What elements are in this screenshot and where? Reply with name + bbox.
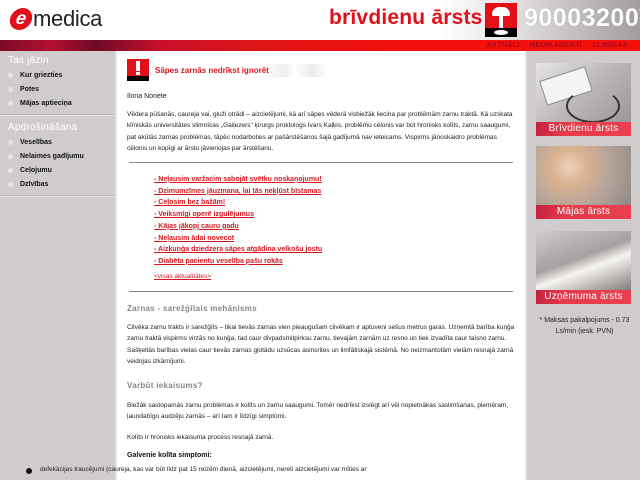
- promo-brivdienu-arsts[interactable]: [536, 63, 631, 136]
- sidebar-item-nelaimes-gadijumu[interactable]: [0, 149, 115, 163]
- nav-medikamenti[interactable]: MEDIKAMENTI: [529, 42, 583, 49]
- bullet-icon: [8, 87, 13, 92]
- section-heading: Varbūt iekaisums?: [127, 381, 203, 390]
- related-link[interactable]: - Neļausim ādai novecot: [154, 234, 235, 242]
- sidebar-item-celojumu[interactable]: [0, 163, 115, 177]
- bullet-icon: [8, 182, 13, 187]
- keyboard-stethoscope-image: [536, 63, 631, 123]
- sidebar-item-label: Kur griezties: [20, 71, 63, 79]
- section-paragraph: Cilvēka zarnu trakts ir sarežģīts – tikai tievās zarnas vien pieaugušam cilvēkam ir aptuveni sešus metrus garas. Uzņemtā barība kuņģa zarnu traktā vispirms virzās no kuņģa, tad caur divpadsmitpirksu zarnu, tievajām zarnām uz resno un tiek izvadīta caur taisno zarnu. Sašķeltās barības vielas caur tievās zarnas gļotādu uzsūcas asinsrites un limfātiskajā sistēmā. No neizmantotām vielām resnajā zarnā veidojas izkārnījumi.: [127, 324, 515, 365]
- sidebar-divider: [0, 114, 115, 116]
- top-nav: [487, 40, 628, 51]
- sidebar-item-kur-griezties[interactable]: [0, 68, 115, 82]
- price-note: * Maksas pakalpojums - 0.73 Ls/min (iesk. PVN): [539, 317, 630, 335]
- emedica-logo[interactable]: [10, 6, 102, 32]
- right-sidebar: [525, 51, 640, 480]
- symptom-text: defekācijas traucējumi (caureja, kas var būt līdz pat 15 reizēm dienā, aizcietējumi, nereti aizcietējumi var mīties ar: [40, 466, 367, 473]
- bullet-icon: [8, 168, 13, 173]
- article-header: [127, 59, 329, 81]
- sidebar-item-label: Nelaimes gadījumu: [20, 152, 84, 160]
- related-link[interactable]: - Ceļosim bez bažām!: [154, 199, 226, 207]
- promo-uznemuma-arsts[interactable]: [536, 231, 631, 304]
- bullet-icon: [8, 101, 13, 106]
- article-author: Ilona Noriete: [127, 93, 167, 100]
- related-link[interactable]: - Neļausim varžacim sabojāt svētku noskaņojumu!: [154, 176, 322, 183]
- sidebar-item-majas-aptiecina[interactable]: [0, 96, 115, 110]
- all-news-link[interactable]: <visas aktualitātes>: [154, 273, 212, 280]
- sidebar-item-veselibas[interactable]: [0, 135, 115, 149]
- divider: [129, 291, 513, 292]
- sidebar-divider: [0, 195, 115, 197]
- divider: [129, 162, 513, 163]
- related-link[interactable]: - Kājas jākopj cauru gadu: [154, 222, 239, 230]
- sidebar-item-dzivibas[interactable]: [0, 177, 115, 191]
- phone-number: [524, 4, 640, 33]
- bullet-icon: [8, 154, 13, 159]
- slogan: brīvdienu ārsts: [329, 6, 483, 29]
- logo-e-icon: e: [8, 8, 34, 30]
- doctor-child-image: [536, 146, 631, 206]
- section-heading: Zarnas - sarežģītais mehānisms: [127, 304, 257, 313]
- colitis-paragraph: Kolīts ir hronisks iekaisuma process resnajā zarnā.: [127, 434, 274, 441]
- promo-majas-arsts[interactable]: [536, 146, 631, 219]
- nav-slimibas[interactable]: SLIMĪBAS: [592, 42, 628, 49]
- writing-hands-image: [536, 231, 631, 291]
- palm-tree-icon: [485, 3, 517, 37]
- article-title: Sāpes zarnās nedrīkst ignorēt: [155, 64, 329, 77]
- sidebar-item-label: Ceļojumu: [20, 166, 52, 174]
- sidebar-item-potes[interactable]: [0, 82, 115, 96]
- bullet-icon: [26, 468, 32, 474]
- promo-label: Mājas ārsts: [536, 205, 631, 219]
- warning-exclamation-icon: [127, 59, 149, 81]
- related-link[interactable]: - Dzimumzīmes jāuzmana, lai tās nekļūst bīstamas: [154, 187, 322, 195]
- section-paragraph: Biežāk sastopamās zarnu problēmas ir kolīts un zarnu saaugumi. Tomēr nedrīkst izslēgt arī vēl nopietnākas saslimšanas, piemēram, ļaundabīgo audzēju zarnās – arī tam ir līdzīgi simptomi.: [127, 402, 509, 421]
- phone-digits: 90003200: [524, 4, 640, 32]
- bullet-icon: [8, 140, 13, 145]
- section-title-apdrosinasana: Apdrošināšana: [8, 122, 78, 133]
- related-link[interactable]: - Diabēta pacientu veselība pašu rokās: [154, 257, 283, 265]
- left-sidebar: [0, 51, 117, 480]
- sidebar-item-label: Dzīvības: [20, 180, 49, 188]
- main-content: [117, 51, 525, 480]
- symptom-list-item: [26, 466, 367, 474]
- logo-text: medica: [33, 6, 103, 31]
- symptoms-heading: Galvenie kolīta simptomi:: [127, 452, 212, 459]
- sidebar-item-label: Potes: [20, 85, 40, 93]
- nav-aktuali[interactable]: AKTUĀLI: [486, 42, 520, 49]
- promo-label: Uzņēmuma ārsts: [536, 290, 631, 304]
- sidebar-item-label: Veselības: [20, 138, 52, 146]
- bullet-icon: [8, 73, 13, 78]
- related-link[interactable]: - Veiksmīgi operē izgulējumus: [154, 211, 254, 219]
- sidebar-item-label: Mājas aptieciņa: [20, 99, 72, 107]
- site-header: [0, 0, 640, 40]
- article-intro: Vēdera pūšanās, caureja vai, gluži otrādi – aizcietējumi, kā arī sāpes vēderā visbiežāk liecina par problēmām zarnu traktā. Kā uzskata klīniskās universitātes slimnīcas „Gaiļezers" ķirurgs proktologs Ivars Kaļķis, problēmu cēlonis var būt hronisks kolīts, zarnu saaugumi, pat akūtās zarnas problēmas, tāpēc nodarboties ar pašārstēšanos šajā gadījumā nav ieteicams. Vispirms jānoskaidro problēmas cēlonis un kopīgi ar ārstu jāvienojas par ārstēšanu.: [127, 111, 513, 152]
- section-title-tas-jazin: Tas jāzin: [8, 55, 49, 66]
- promo-label: Brīvdienu ārsts: [536, 122, 631, 136]
- related-links: [154, 174, 322, 268]
- related-link[interactable]: - Aizkuņģa dziedzera sāpes atgādina velkošu jostu: [154, 246, 323, 254]
